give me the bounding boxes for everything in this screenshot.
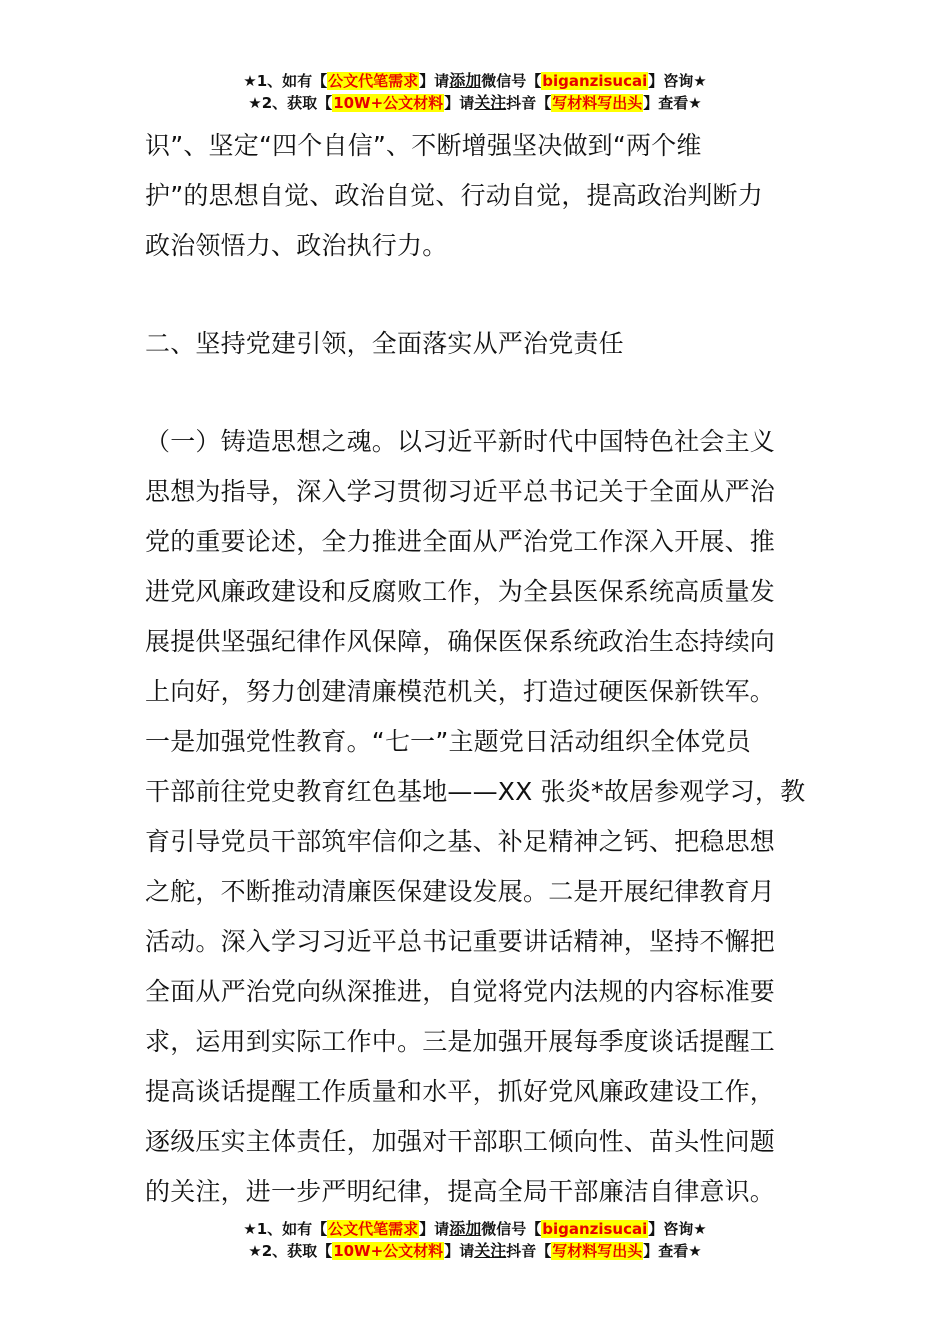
- banner-highlight: 公文代笔需求: [328, 72, 419, 90]
- banner-text: 抖音【: [506, 94, 552, 112]
- banner-line-1: [0, 70, 950, 92]
- text-line: 求，运用到实际工作中。三是加强开展每季度谈话提醒工: [145, 1027, 776, 1056]
- text-line: 上向好，努力创建清廉模范机关，打造过硬医保新铁军。: [145, 677, 776, 706]
- banner-highlight: 10W+公文材料: [333, 94, 444, 112]
- banner-text: 】请: [419, 72, 450, 90]
- paragraph-spacer: [145, 271, 810, 319]
- text-line: 提高谈话提醒工作质量和水平，抓好党风廉政建设工作，: [145, 1077, 776, 1106]
- banner-text: ★1、如有【: [243, 72, 328, 90]
- footer-banner: [0, 1218, 950, 1262]
- banner-emphasis: 添加: [449, 71, 482, 90]
- banner-text: 】查看★: [643, 94, 702, 112]
- text-line: 逐级压实主体责任，加强对干部职工倾向性、苗头性问题: [145, 1127, 776, 1156]
- banner-highlight: 10W+公文材料: [333, 1242, 444, 1260]
- banner-text: 】请: [444, 94, 475, 112]
- text-line: 政治领悟力、政治执行力。: [145, 231, 448, 260]
- banner-text: 抖音【: [506, 1242, 552, 1260]
- paragraph-2: [145, 417, 810, 1217]
- paragraph-spacer: [145, 369, 810, 417]
- banner-text: 】咨询★: [648, 1220, 707, 1238]
- text-line: 育引导党员干部筑牢信仰之基、补足精神之钙、把稳思想: [145, 827, 776, 856]
- text-line: 的关注，进一步严明纪律，提高全局干部廉洁自律意识。: [145, 1177, 776, 1206]
- header-banner: [0, 70, 950, 114]
- section-heading: 二、坚持党建引领，全面落实从严治党责任: [145, 329, 624, 358]
- banner-text: ★1、如有【: [243, 1220, 328, 1238]
- text-line: 思想为指导，深入学习贯彻习近平总书记关于全面从严治: [145, 477, 776, 506]
- text-line: 一是加强党性教育。“七一”主题党日活动组织全体党员: [145, 727, 751, 756]
- text-line: 全面从严治党向纵深推进，自觉将党内法规的内容标准要: [145, 977, 776, 1006]
- banner-highlight: biganzisucai: [542, 72, 648, 90]
- banner-line-1: [0, 1218, 950, 1240]
- banner-text: 】请: [444, 1242, 475, 1260]
- banner-highlight: biganzisucai: [542, 1220, 648, 1238]
- text-line: （一）铸造思想之魂。以习近平新时代中国特色社会主义: [145, 427, 776, 456]
- paragraph-1: [145, 121, 810, 271]
- text-line: 干部前往党史教育红色基地——XX 张炎*故居参观学习，教: [145, 777, 806, 806]
- banner-emphasis: 关注: [474, 93, 507, 112]
- text-line: 展提供坚强纪律作风保障，确保医保系统政治生态持续向: [145, 627, 776, 656]
- banner-line-2: [0, 92, 950, 114]
- text-line: 党的重要论述，全力推进全面从严治党工作深入开展、推: [145, 527, 776, 556]
- banner-text: 】请: [419, 1220, 450, 1238]
- banner-text: 微信号【: [481, 1220, 542, 1238]
- banner-emphasis: 关注: [474, 1241, 507, 1260]
- text-line: 活动。深入学习习近平总书记重要讲话精神，坚持不懈把: [145, 927, 776, 956]
- banner-text: 】咨询★: [648, 72, 707, 90]
- banner-line-2: [0, 1240, 950, 1262]
- text-line: 之舵，不断推动清廉医保建设发展。二是开展纪律教育月: [145, 877, 776, 906]
- text-line: 进党风廉政建设和反腐败工作，为全县医保系统高质量发: [145, 577, 776, 606]
- banner-emphasis: 添加: [449, 1219, 482, 1238]
- banner-highlight: 写材料写出头: [552, 1242, 643, 1260]
- text-line: 护”的思想自觉、政治自觉、行动自觉，提高政治判断力: [145, 181, 763, 210]
- document-body: [145, 121, 810, 1217]
- banner-highlight: 写材料写出头: [552, 94, 643, 112]
- banner-text: 】查看★: [643, 1242, 702, 1260]
- banner-highlight: 公文代笔需求: [328, 1220, 419, 1238]
- banner-text: ★2、获取【: [248, 1242, 333, 1260]
- text-line: 识”、坚定“四个自信”、不断增强坚决做到“两个维: [145, 131, 702, 160]
- banner-text: ★2、获取【: [248, 94, 333, 112]
- banner-text: 微信号【: [481, 72, 542, 90]
